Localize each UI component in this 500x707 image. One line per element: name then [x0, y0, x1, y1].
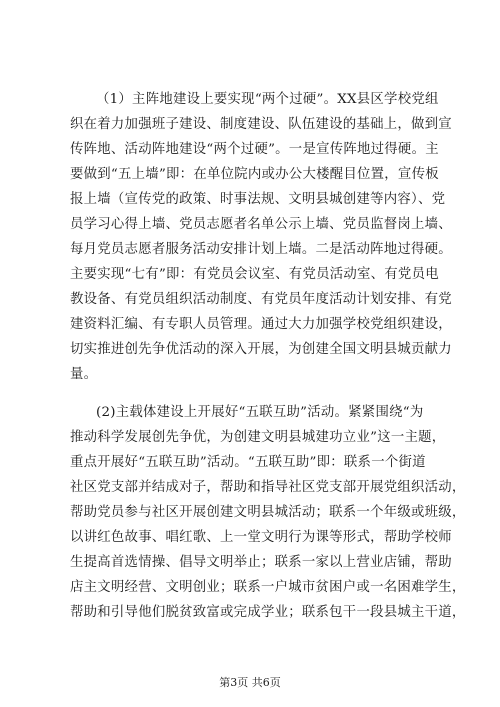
text-line: 要做到“五上墙”即：在单位院内或办公大楼醒目位置，宣传板 — [70, 167, 439, 182]
text-line: 生提高首选情操、倡导文明举止；联系一家以上营业店铺，帮助 — [70, 555, 452, 570]
text-line: （1）主阵地建设上要实现“两个过硬”。XX县区学校党组 — [96, 92, 439, 107]
text-line: 教设备、有党员组织活动制度、有党员年度活动计划安排、有党 — [70, 292, 452, 307]
text-line: 推动科学发展创先争优，为创建文明县城建功立业”这一主题， — [70, 430, 446, 445]
text-line: 主要实现“七有”即：有党员会议室、有党员活动室、有党员电 — [70, 267, 439, 282]
text-line: 量。 — [70, 367, 98, 382]
text-line: 重点开展好“五联互助”活动。“五联互助”即：联系一个街道 — [70, 455, 426, 470]
text-line: 帮助和引导他们脱贫致富或完成学业；联系包干一段县城主干道， — [70, 605, 466, 620]
text-line: 每月党员志愿者服务活动安排计划上墙。二是活动阵地过得硬。 — [70, 242, 452, 257]
text-line: 社区党支部并结成对子，帮助和指导社区党支部开展党组织活动， — [70, 480, 466, 495]
text-line: (2)主载体建设上开展好“五联互助”活动。紧紧围绕“为 — [96, 405, 424, 420]
text-line: 员学习心得上墙、党员志愿者名单公示上墙、党员监督岗上墙、 — [70, 217, 452, 232]
text-line: 建资料汇编、有专职人员管理。通过大力加强学校党组织建设， — [70, 317, 452, 332]
text-line: 帮助党员参与社区开展创建文明县城活动；联系一个年级或班级， — [70, 505, 466, 520]
text-line: 店主文明经营、文明创业；联系一户城市贫困户或一名困难学生， — [70, 580, 466, 595]
text-line: 以讲红色故事、唱红歌、上一堂文明行为课等形式，帮助学校师 — [70, 530, 452, 545]
text-line: 织在着力加强班子建设、制度建设、队伍建设的基础上，做到宣 — [70, 117, 452, 132]
text-line: 报上墙（宣传党的政策、时事法规、文明县城创建等内容）、党 — [70, 192, 446, 207]
text-line: 传阵地、活动阵地建设“两个过硬”。一是宣传阵地过得硬。主 — [70, 142, 439, 157]
text-line: 切实推进创先争优活动的深入开展，为创建全国文明县城贡献力 — [70, 342, 452, 357]
page-footer: 第3页 共6页 — [219, 676, 281, 689]
